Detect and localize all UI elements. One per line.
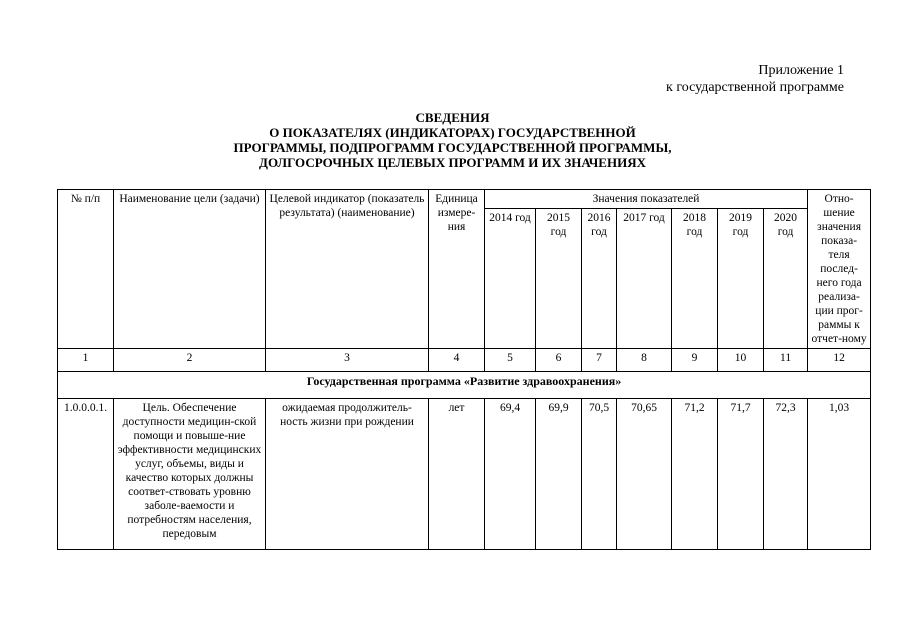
header-year: 2017 год xyxy=(617,209,672,349)
appendix-line-1: Приложение 1 xyxy=(758,63,844,78)
column-number: 4 xyxy=(429,349,485,372)
document-title xyxy=(0,110,905,170)
header-indicator: Целевой индикатор (показатель результата) (наименование) xyxy=(266,190,429,349)
row-value-2015: 69,9 xyxy=(536,399,582,550)
header-ratio: Отно-шение значения показа-теля послед-него года реализа-ции прог-раммы к отчет-ному xyxy=(808,190,871,349)
column-number: 5 xyxy=(485,349,536,372)
header-year: 2020 год xyxy=(764,209,808,349)
column-number: 2 xyxy=(114,349,266,372)
row-value-2018: 71,2 xyxy=(672,399,718,550)
header-year: 2019 год xyxy=(718,209,764,349)
column-number: 3 xyxy=(266,349,429,372)
column-number: 7 xyxy=(582,349,617,372)
row-unit: лет xyxy=(429,399,485,550)
table-row xyxy=(58,399,871,550)
column-numbers-row xyxy=(58,349,871,372)
indicators-table xyxy=(57,189,871,550)
section-title: Государственная программа «Развитие здравоохранения» xyxy=(58,372,871,399)
title-line-2: О ПОКАЗАТЕЛЯХ (ИНДИКАТОРАХ) ГОСУДАРСТВЕННОЙ xyxy=(269,125,636,140)
column-number: 6 xyxy=(536,349,582,372)
row-value-2017: 70,65 xyxy=(617,399,672,550)
column-number: 8 xyxy=(617,349,672,372)
row-value-2014: 69,4 xyxy=(485,399,536,550)
header-year: 2014 год xyxy=(485,209,536,349)
header-unit: Единица измере-ния xyxy=(429,190,485,349)
section-row xyxy=(58,372,871,399)
column-number: 1 xyxy=(58,349,114,372)
column-number: 11 xyxy=(764,349,808,372)
column-number: 12 xyxy=(808,349,871,372)
row-value-2020: 72,3 xyxy=(764,399,808,550)
row-goal: Цель. Обеспечение доступности медицин-ской помощи и повыше-ние эффективности медицинских услуг, объемы, виды и качество которых должны соответ-ствовать уровню заболе-ваемости и потребностям населения, передовым xyxy=(114,399,266,550)
row-indicator: ожидаемая продолжитель-ность жизни при рождении xyxy=(266,399,429,550)
header-num: № п/п xyxy=(58,190,114,349)
title-line-3: ПРОГРАММЫ, ПОДПРОГРАММ ГОСУДАРСТВЕННОЙ ПРОГРАММЫ, xyxy=(233,140,672,155)
header-goal: Наименование цели (задачи) xyxy=(114,190,266,349)
row-ratio: 1,03 xyxy=(808,399,871,550)
title-line-1: СВЕДЕНИЯ xyxy=(415,110,490,125)
header-year: 2018 год xyxy=(672,209,718,349)
table-header-row xyxy=(58,190,871,209)
title-line-4: ДОЛГОСРОЧНЫХ ЦЕЛЕВЫХ ПРОГРАММ И ИХ ЗНАЧЕНИЯХ xyxy=(259,155,646,170)
appendix-line-2: к государственной программе xyxy=(666,80,844,95)
column-number: 9 xyxy=(672,349,718,372)
header-values: Значения показателей xyxy=(485,190,808,209)
header-year: 2015 год xyxy=(536,209,582,349)
header-year: 2016 год xyxy=(582,209,617,349)
row-value-2019: 71,7 xyxy=(718,399,764,550)
row-value-2016: 70,5 xyxy=(582,399,617,550)
row-num: 1.0.0.0.1. xyxy=(58,399,114,550)
appendix-note xyxy=(666,62,844,96)
column-number: 10 xyxy=(718,349,764,372)
